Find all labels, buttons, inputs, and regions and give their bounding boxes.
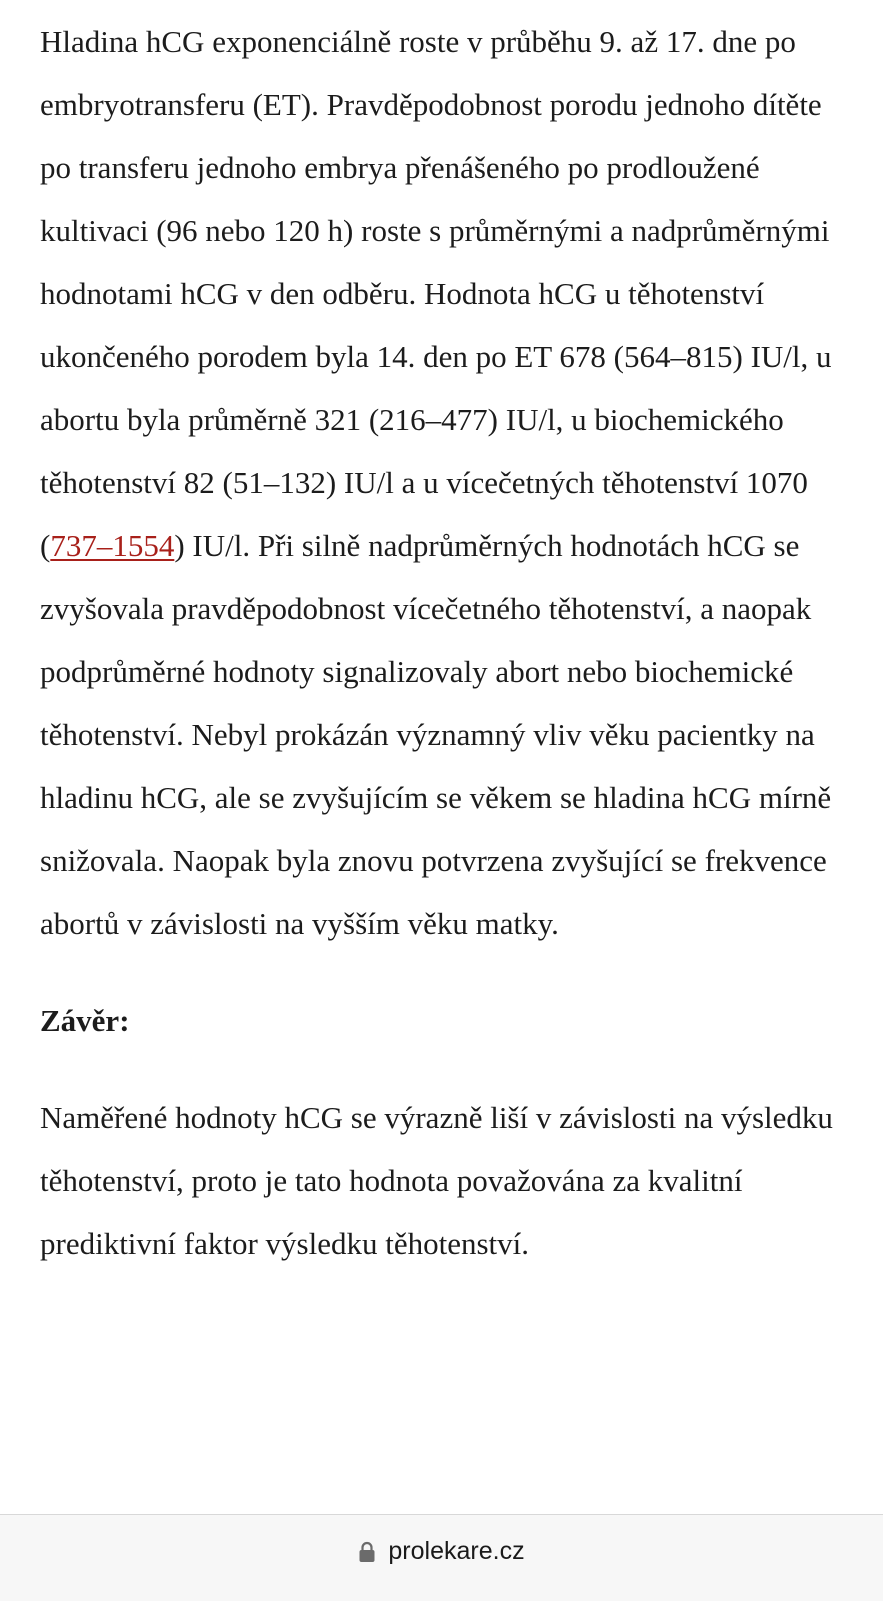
results-text-end: ) IU/l. Při silně nadprůměrných hodnotách hCG se zvyšovala pravděpodobnost vícečetného těhotenství, a naopak podprůměrné hodnoty signalizovaly abort nebo biochemické těhotenství. Nebyl prokázán významný vliv věku pacientky na hladinu hCG, ale se zvyšujícím se věkem se hladina hCG mírně snižovala. Naopak byla znovu potvrzena zvyšující se frekvence abortů v závislosti na vyšším věku matky.	[40, 528, 832, 941]
results-text-start: Hladina hCG exponenciálně roste v průběhu 9. až 17. dne po embryotransferu (ET). Pravděpodobnost porodu jednoho dítěte po transferu jednoho embrya přenášeného po prodloužené kultivaci (96 nebo 120 h) roste s průměrnými a nadprůměrnými hodnotami hCG v den odběru. Hodnota hCG u těhotenství ukončeného porodem byla 14. den po ET 678 (564–815) IU/l, u abortu byla průměrně 321 (216–477) IU/l, u biochemického těhotenství 82 (51–132) IU/l a u vícečetných těhotenství 1070 (	[40, 24, 832, 563]
conclusion-paragraph: Naměřené hodnoty hCG se výrazně liší v závislosti na výsledku těhotenství, proto je tato hodnota považována za kvalitní prediktivní faktor výsledku těhotenství.	[40, 1100, 833, 1261]
conclusion-heading: Závěr:	[40, 1003, 130, 1038]
results-paragraph	[40, 10, 860, 955]
lock-icon	[358, 1541, 376, 1563]
range-link[interactable]: 737–1554	[50, 528, 175, 563]
article-content	[40, 10, 860, 1275]
url-display[interactable]	[0, 1537, 883, 1566]
url-text: prolekare.cz	[388, 1537, 525, 1565]
browser-address-bar[interactable]	[0, 1514, 883, 1601]
